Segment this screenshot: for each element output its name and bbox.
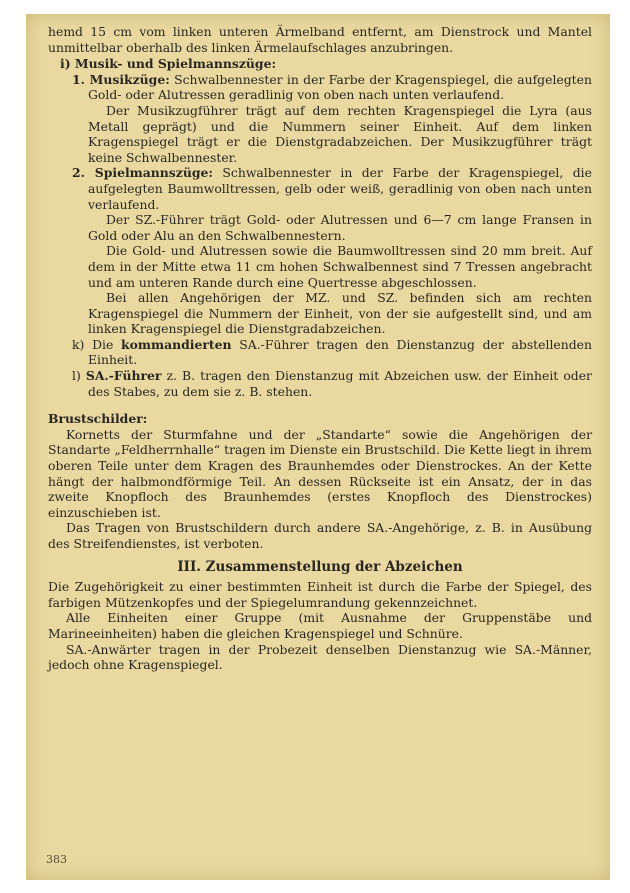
item-i1-para2: Der Musikzugführer trägt auf dem rechten Kragenspiegel die Lyra (aus Metall geprägt) und die Nummern seiner Einheit. Auf dem linken Kragenspiegel trägt er die Dienstgradabzeichen. Der Musikzugführer trägt keine Schwalbennester. [88, 102, 592, 165]
item-l: l) SA.-Führer z. B. tragen den Dienstanzug mit Abzeichen usw. der Einheit oder des Stabes, zu dem sie z. B. stehen. [72, 368, 592, 399]
section-title: III. Zusammenstellung der Abzeichen [177, 558, 463, 575]
top-paragraph: hemd 15 cm vom linken unteren Ärmelband entfernt, am Dienstrock und Mantel unmittelbar oberhalb des linken Ärmelaufschlages anzubringen. [48, 24, 592, 55]
item-i1-label: 1. Musikzüge: [72, 71, 170, 87]
brustschilder-para2: Das Tragen von Brustschildern durch andere SA.-Angehörige, z. B. in Ausübung des Streifendienstes, ist verboten. [48, 520, 592, 551]
item-i2-text: Schwalbennester in der Farbe der Kragenspiegel, die aufgelegten Baumwolltressen, gelb oder weiß, geradlinig von oben nach unten verlaufend. [88, 165, 592, 212]
brustschilder-heading: Brustschilder: [48, 411, 148, 427]
brustschilder-para1: Kornetts der Sturmfahne und der „Standarte“ sowie die Angehörigen der Standarte „Feldherrnhalle“ tragen im Dienste ein Brustschild. Die Kette liegt in ihrem oberen Teile unter dem Kragen des Braunhemdes oder Dienstrockes. An der Kette hängt der halbmondförmige Teil. An dessen Rückseite ist ein Ansatz, der in das zweite Knopfloch des Braunhemdes (erstes Knopfloch des Dienstrockes) einzuschieben ist. [48, 426, 592, 520]
section-i-heading: i) Musik- und Spielmannszüge: [60, 56, 277, 72]
section-para3: SA.-Anwärter tragen in der Probezeit denselben Dienstanzug wie SA.-Männer, jedoch ohne Kragenspiegel. [48, 641, 592, 673]
item-i2-label: 2. Spielmannszüge: [72, 165, 213, 181]
item-i2-para3: Die Gold- und Alutressen sowie die Baumwolltressen sind 20 mm breit. Auf dem in der Mitte etwa 11 cm hohen Schwalbennest sind 7 Tressen angebracht und am unteren Rande durch eine Quertresse abgeschlossen. [88, 243, 592, 290]
item-i1 [48, 72, 592, 103]
section-para1: Die Zugehörigkeit zu einer bestimmten Einheit ist durch die Farbe der Spiegel, des farbigen Mützenkopfes und der Spiegelumrandung gekennzeichnet. [48, 579, 592, 610]
item-i2-para2: Der SZ.-Führer trägt Gold- oder Alutressen und 6—7 cm lange Fransen in Gold oder Alu an den Schwalbennestern. [88, 212, 592, 243]
item-i2-para4: Bei allen Angehörigen der MZ. und SZ. befinden sich am rechten Kragenspiegel die Nummern der Einheit, von der sie aufgestellt sind, und am linken Kragenspiegel die Dienstgradabzeichen. [88, 290, 592, 337]
page-content [48, 24, 592, 673]
document-page [26, 14, 610, 880]
page-number: 383 [46, 853, 67, 866]
section-para2: Alle Einheiten einer Gruppe (mit Ausnahme der Gruppenstäbe und Marineeinheiten) haben die gleichen Kragenspiegel und Schnüre. [48, 610, 592, 641]
item-i1-text: Schwalbennester in der Farbe der Kragenspiegel, die aufgelegten Gold- oder Alutressen geradlinig von oben nach unten verlaufend. [88, 71, 592, 103]
item-k: k) Die kommandierten SA.-Führer tragen den Dienstanzug der abstellenden Einheit. [72, 336, 592, 368]
item-i2 [48, 165, 592, 212]
